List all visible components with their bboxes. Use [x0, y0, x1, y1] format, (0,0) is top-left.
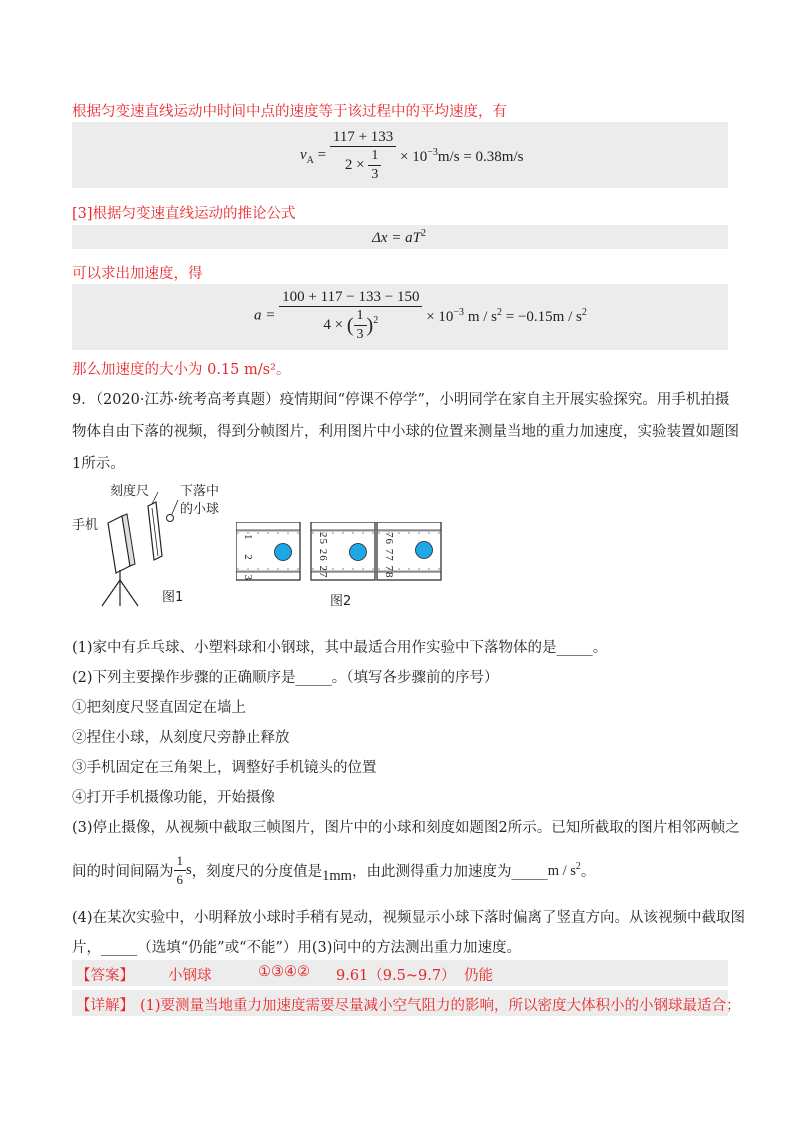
- sub3-mm: 1mm: [322, 868, 352, 884]
- eq3-den-frac-num: 1: [354, 307, 367, 326]
- sub3-frac-num: 1: [174, 852, 187, 871]
- eq1-den-b-num: 1: [368, 147, 381, 166]
- answer-3: 9.61（9.5~9.7）: [336, 968, 456, 984]
- frame-2-tick-3: 27: [317, 565, 329, 579]
- fig2-caption: 图2: [330, 594, 352, 609]
- eq3-fraction: [279, 288, 422, 344]
- frame-3-tick-1: 76: [383, 532, 395, 545]
- frame-1-tick-3: 3: [242, 574, 254, 586]
- sub-question-1: (1)家中有乒乓球、小塑料球和小钢球，其中最适合用作实验中下落物体的是_____。: [72, 640, 608, 656]
- step-2: ②捏住小球，从刻度尺旁静止释放: [72, 730, 290, 746]
- frame-3-tick-2: 77: [383, 548, 395, 562]
- frame-1-tick-1: 1: [242, 534, 254, 546]
- frame-2-ticks: [317, 532, 329, 579]
- sub-question-3-line-1: (3)停止摄像，从视频中截取三帧图片，图片中的小球和刻度如题图2所示。已知所截取的图片相邻两帧之: [72, 820, 740, 836]
- q9-line-2: 物体自由下落的视频，得到分帧图片，利用图片中小球的位置来测量当地的重力加速度，实验装置如题图: [72, 424, 739, 440]
- equation-1-band: [72, 122, 728, 188]
- eq1-denominator: [342, 147, 384, 184]
- eq2-b: = aT: [387, 230, 421, 246]
- label-phone: 手机: [72, 518, 99, 533]
- figure-2: [236, 522, 536, 586]
- eq1-fraction: [330, 128, 396, 184]
- q9-line-1: 9．（2020·江苏·统考高考真题）疫情期间“停课不停学”，小明同学在家自主开展实验探究。用手机拍摄: [72, 392, 730, 408]
- answer-2: ①③④②: [258, 964, 310, 980]
- eq1-factor: × 10: [400, 148, 428, 165]
- frame-2-tick-2: 26: [317, 548, 329, 562]
- sub-question-4-line-1: (4)在某次实验中，小明释放小球时手稍有晃动，视频显示小球下落时偏离了竖直方向。从该视频中截取图: [72, 910, 746, 926]
- eq2-exp: 2: [420, 228, 426, 239]
- sub-question-4-line-2: 片，_____（选填“仍能”或“不能”）用(3)问中的方法测出重力加速度。: [72, 940, 521, 956]
- sub3-interval-fraction: [174, 852, 187, 889]
- step-1: ①把刻度尺竖直固定在墙上: [72, 700, 246, 716]
- sub3-unit: m / $s^2$: [547, 861, 581, 879]
- label-falling-1: 下落中: [180, 484, 220, 499]
- magnitude-text: 那么加速度的大小为 0.15 m/s²。: [72, 362, 291, 378]
- frame-3-tick-3: 78: [383, 565, 395, 579]
- label-falling-2: 的小球: [180, 502, 220, 517]
- eq1-numerator: 117 + 133: [330, 128, 396, 147]
- eq3-den-exp: 2: [373, 314, 379, 326]
- detail-text: (1)要测量当地重力加速度需要尽量减小空气阻力的影响，所以密度大体积小的小钢球最适合；: [140, 998, 741, 1014]
- frame-1-ticks: [242, 534, 254, 586]
- answer-1: 小钢球: [168, 968, 212, 984]
- frame-1-tick-2: 2: [242, 554, 254, 566]
- eq3-numerator: 100 + 117 − 133 − 150: [279, 288, 422, 307]
- eq1-unit: m/s = 0.38m/s: [437, 148, 524, 165]
- eq1-lhs: v: [300, 146, 307, 163]
- sub3-b: ，刻度尺的分度值是: [191, 864, 323, 880]
- eq3-den-frac-den: 3: [356, 327, 364, 342]
- eq1-den-a: 2 ×: [344, 156, 365, 173]
- sub3-a: 间的时间间隔为: [72, 864, 174, 880]
- fig1-caption: 图1: [162, 590, 184, 605]
- accel-text: 可以求出加速度，得: [72, 266, 203, 282]
- equation-3-band: [72, 284, 728, 350]
- equation-2-band: [72, 225, 728, 249]
- detail-band: [72, 990, 741, 1016]
- frame-3-ticks: [383, 532, 395, 579]
- equation-3: [254, 288, 587, 344]
- eq3-unit: m / s: [467, 308, 497, 325]
- sub3-end: 。: [580, 864, 596, 880]
- sub3-frac-den: 6: [176, 872, 183, 887]
- label-ruler: 刻度尺: [110, 484, 150, 499]
- eq2-a: Δx: [372, 230, 388, 246]
- eq1-den-b-den: 3: [371, 167, 379, 182]
- sub3-c: ，由此测得重力加速度为_____: [351, 864, 548, 880]
- step-4: ④打开手机摄像功能，开始摄像: [72, 790, 275, 806]
- eq3-result: = −0.15m / s: [502, 308, 582, 325]
- equation-1: $v_A$ = 117 + 133 2 × $\frac{1}{3}$ × $10^{-3}m/s = 0.38m/s$: [300, 129, 524, 182]
- q9-line-3: 1所示。: [72, 456, 125, 472]
- eq3-lhs: a =: [254, 307, 276, 324]
- eq3-exp: −3: [453, 306, 465, 318]
- eq3-denominator: 4 × ( $\frac{1}{3}$ )$^2$: [323, 308, 379, 342]
- sub-question-2: (2)下列主要操作步骤的正确顺序是_____。（填写各步骤前的序号）: [72, 670, 499, 686]
- equation-2: [372, 228, 426, 247]
- detail-label: 【详解】: [76, 998, 134, 1014]
- step3-text: [3]根据匀变速直线运动的推论公式: [72, 206, 296, 222]
- eq3-unit-exp: 2: [497, 306, 502, 318]
- answer-band: [72, 960, 728, 986]
- figure-1: [72, 478, 242, 608]
- eq3-result-exp: 2: [581, 306, 587, 318]
- answer-label: 【答案】: [76, 968, 134, 984]
- answer-4: 仍能: [464, 968, 493, 984]
- sub-question-3-line-2: [72, 852, 595, 889]
- eq1-lhs-sub: A: [306, 154, 314, 166]
- eq3-factor: × 10: [426, 308, 454, 325]
- frame-2-tick-1: 25: [317, 532, 329, 545]
- sub3-s: s: [186, 862, 192, 878]
- intro-text: 根据匀变速直线运动中时间中点的速度等于该过程中的平均速度，有: [72, 104, 507, 120]
- eq1-exp: −3: [427, 146, 438, 158]
- eq3-den-a: 4 ×: [323, 316, 344, 333]
- step-3: ③手机固定在三角架上，调整好手机镜头的位置: [72, 760, 377, 776]
